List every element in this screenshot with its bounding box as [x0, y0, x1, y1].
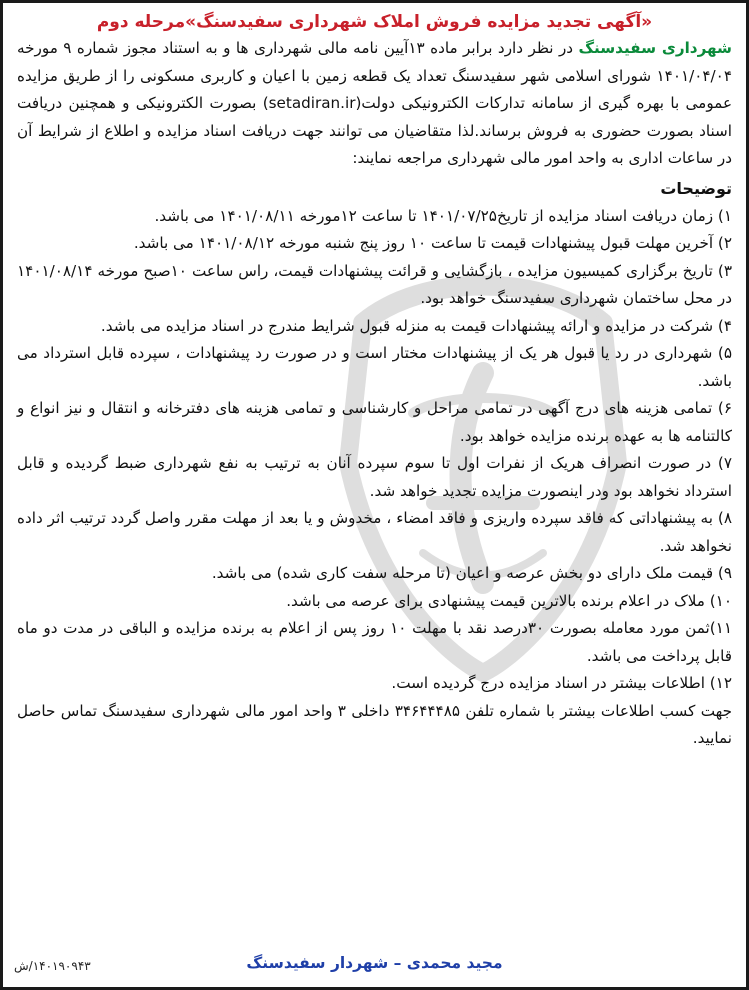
note-item: ۱۲) اطلاعات بیشتر در اسناد مزایده درج گردیده است.: [391, 674, 732, 692]
note-item: ۹) قیمت ملک دارای دو بخش عرصه و اعیان (تا مرحله سفت کاری شده) می باشد.: [211, 564, 732, 582]
notes-list: [17, 203, 732, 698]
note-item: ۱۰) ملاک در اعلام برنده بالاترین قیمت پیشنهادی برای عرصه می باشد.: [286, 591, 732, 610]
ad-content: [3, 3, 746, 753]
note-item: ۱۱)ثمن مورد معامله بصورت ۳۰درصد نقد با مهلت ۱۰ روز پس از اعلام به برنده مزایده و الباقی در مدت دو ماه قابل پرداخت می باشد.: [17, 619, 732, 665]
mayor-signature: مجید محمدی – شهردار سفیدسنگ: [246, 954, 503, 972]
intro-paragraph: [17, 35, 732, 173]
footer: [6, 950, 743, 984]
note-item: ۳) تاریخ برگزاری کمیسیون مزایده ، بازگشایی و قرائت پیشنهادات قیمت، راس ساعت ۱۰صبح مورخه ۱۴۰۱/۰۸/۱۴ در محل ساختمان شهرداری سفیدسنگ خواهد بود.: [17, 261, 732, 307]
note-item: ۵) شهرداری در رد یا قبول هر یک از پیشنهادات مختار است و در صورت رد پیشنهادات ، سپرده قابل استرداد می باشد.: [17, 344, 732, 390]
closing-paragraph: جهت کسب اطلاعات بیشتر با شماره تلفن ۳۴۶۴۴۴۸۵ داخلی ۳ واحد امور مالی شهرداری سفیدسنگ تماس حاصل نمایید.: [17, 701, 732, 747]
note-item: ۱) زمان دریافت اسناد مزایده از تاریخ۱۴۰۱/۰۷/۲۵ تا ساعت ۱۲مورخه ۱۴۰۱/۰۸/۱۱ می باشد.: [154, 206, 732, 225]
note-item: ۴) شرکت در مزایده و ارائه پیشنهادات قیمت به منزله قبول شرایط مندرج در اسناد مزایده می باشد.: [100, 316, 732, 335]
note-item: ۷) در صورت انصراف هریک از نفرات اول تا سوم سپرده آنان به ترتیب به نفع شهرداری ضبط گردیده و قابل استرداد نخواهد بود ودر اینصورت مزایده تجدید خواهد شد.: [17, 454, 732, 500]
municipality-name: شهرداری سفیدسنگ: [578, 39, 732, 57]
note-item: ۶) تمامی هزینه های درج آگهی در تمامی مراحل و کارشناسی و تمامی هزینه های دفترخانه و انتقال و نیز انواع و کالتنامه ها به عهده برنده مزایده خواهد بود.: [17, 399, 732, 445]
ad-title: «آگهی تجدید مزایده فروش املاک شهرداری سفیدسنگ»مرحله دوم: [96, 12, 653, 32]
note-item: ۸) به پیشنهاداتی که فاقد سپرده واریزی و فاقد امضاء ، مخدوش و یا بعد از مهلت مقرر واصل گردد ترتیب اثر داده نخواهد شد.: [17, 509, 732, 555]
ad-code: ۱۴۰۱۹۰۹۴۳/ش: [14, 959, 91, 973]
note-item: ۲) آخرین مهلت قبول پیشنهادات قیمت تا ساعت ۱۰ روز پنج شنبه مورخه ۱۴۰۱/۰۸/۱۲ می باشد.: [133, 234, 732, 252]
notes-heading: توضیحات: [660, 178, 732, 198]
intro-text: در نظر دارد برابر ماده ۱۳آیین نامه مالی شهرداری ها و به استناد مجوز شماره ۹ مورخه ۱۴۰۱/۰۴/۰۴ شورای اسلامی شهر سفیدسنگ تعداد یک قطعه زمین با اعیان و کاربری مسکونی را از طریق مزایده عمومی با بهره گیری از سامانه تدارکات الکترونیکی دولت(setadiran.ir) بصورت الکترونیکی و همچنین دریافت اسناد بصورت حضوری به فروش برساند.لذا متقاضیان می توانند جهت دریافت اسناد مزایده و اطلاع از شرایط آن در ساعات اداری به واحد امور مالی شهرداری مراجعه نمایند:: [17, 39, 733, 167]
